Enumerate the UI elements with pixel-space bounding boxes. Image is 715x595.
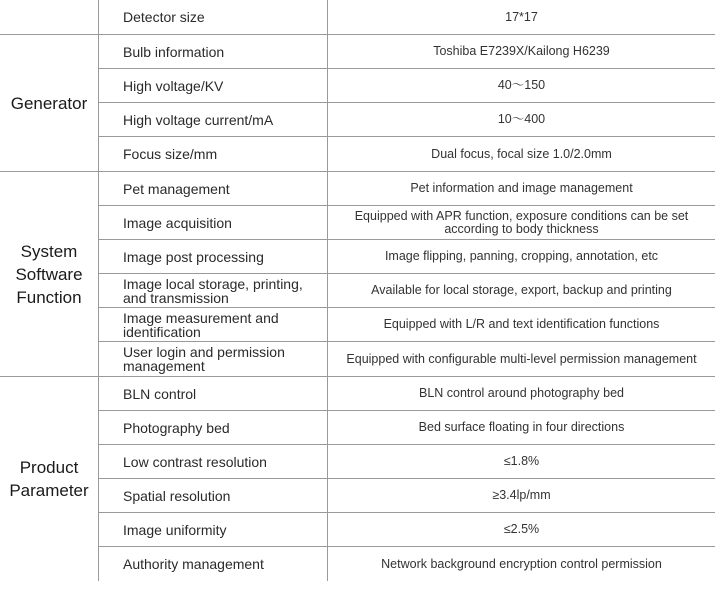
table-row [99, 377, 715, 411]
param-name: Pet management [99, 172, 328, 205]
param-name: Image acquisition [99, 206, 328, 239]
param-name: Image local storage, printing, and transmission [99, 274, 328, 307]
param-value: Equipped with APR function, exposure conditions can be set according to body thickness [354, 208, 689, 236]
table-row [99, 274, 715, 308]
param-value: ≤1.8% [503, 454, 540, 468]
table-row [99, 172, 715, 206]
table-row [99, 445, 715, 479]
table-row [99, 547, 715, 581]
param-value: Available for local storage, export, backup and printing [371, 283, 672, 297]
param-name: High voltage current/mA [99, 103, 328, 136]
param-value: 17*17 [505, 9, 538, 24]
table-row [99, 342, 715, 376]
table-row [99, 411, 715, 445]
param-value: Dual focus, focal size 1.0/2.0mm [431, 146, 612, 161]
table-row [99, 206, 715, 240]
param-value: 10～400 [497, 112, 546, 126]
param-name: Focus size/mm [99, 137, 328, 171]
param-value: Image flipping, panning, cropping, annotation, etc [384, 249, 659, 263]
table-row [99, 479, 715, 513]
section-generator [0, 35, 715, 172]
param-value: Pet information and image management [410, 181, 633, 195]
table-row [99, 103, 715, 137]
param-value: Bed surface floating in four directions [418, 420, 625, 434]
param-value: ≥3.4lp/mm [492, 488, 551, 502]
param-name: Photography bed [99, 411, 328, 444]
table-row [99, 240, 715, 274]
param-value: Equipped with L/R and text identification functions [383, 317, 660, 331]
param-name: User login and permission management [99, 342, 328, 376]
param-name: Bulb information [99, 35, 328, 68]
param-name: Spatial resolution [99, 479, 328, 512]
section-software [0, 172, 715, 377]
param-value: BLN control around photography bed [418, 386, 624, 400]
table-row [99, 0, 715, 34]
section-detector [0, 0, 715, 35]
param-name: Image measurement and identification [99, 308, 328, 341]
section-rows [99, 377, 715, 581]
param-name: Detector size [99, 0, 328, 34]
section-rows [99, 35, 715, 171]
param-value: Equipped with configurable multi-level permission management [346, 351, 697, 366]
param-name: Authority management [99, 547, 328, 581]
section-label [0, 0, 99, 34]
table-row [99, 35, 715, 69]
table-row [99, 513, 715, 547]
param-name: Image uniformity [99, 513, 328, 546]
param-name: High voltage/KV [99, 69, 328, 102]
param-value: ≤2.5% [503, 522, 540, 536]
section-product [0, 377, 715, 581]
param-value: Network background encryption control permission [381, 556, 662, 571]
param-name: Image post processing [99, 240, 328, 273]
section-label: System Software Function [0, 172, 99, 376]
section-rows [99, 0, 715, 34]
param-name: Low contrast resolution [99, 445, 328, 478]
section-rows [99, 172, 715, 376]
param-value: 40～150 [497, 78, 546, 92]
section-label: Generator [0, 35, 99, 171]
section-label: Product Parameter [0, 377, 99, 581]
param-name: BLN control [99, 377, 328, 410]
table-row [99, 69, 715, 103]
table-row [99, 137, 715, 171]
table-row [99, 308, 715, 342]
param-value: Toshiba E7239X/Kailong H6239 [433, 44, 610, 58]
